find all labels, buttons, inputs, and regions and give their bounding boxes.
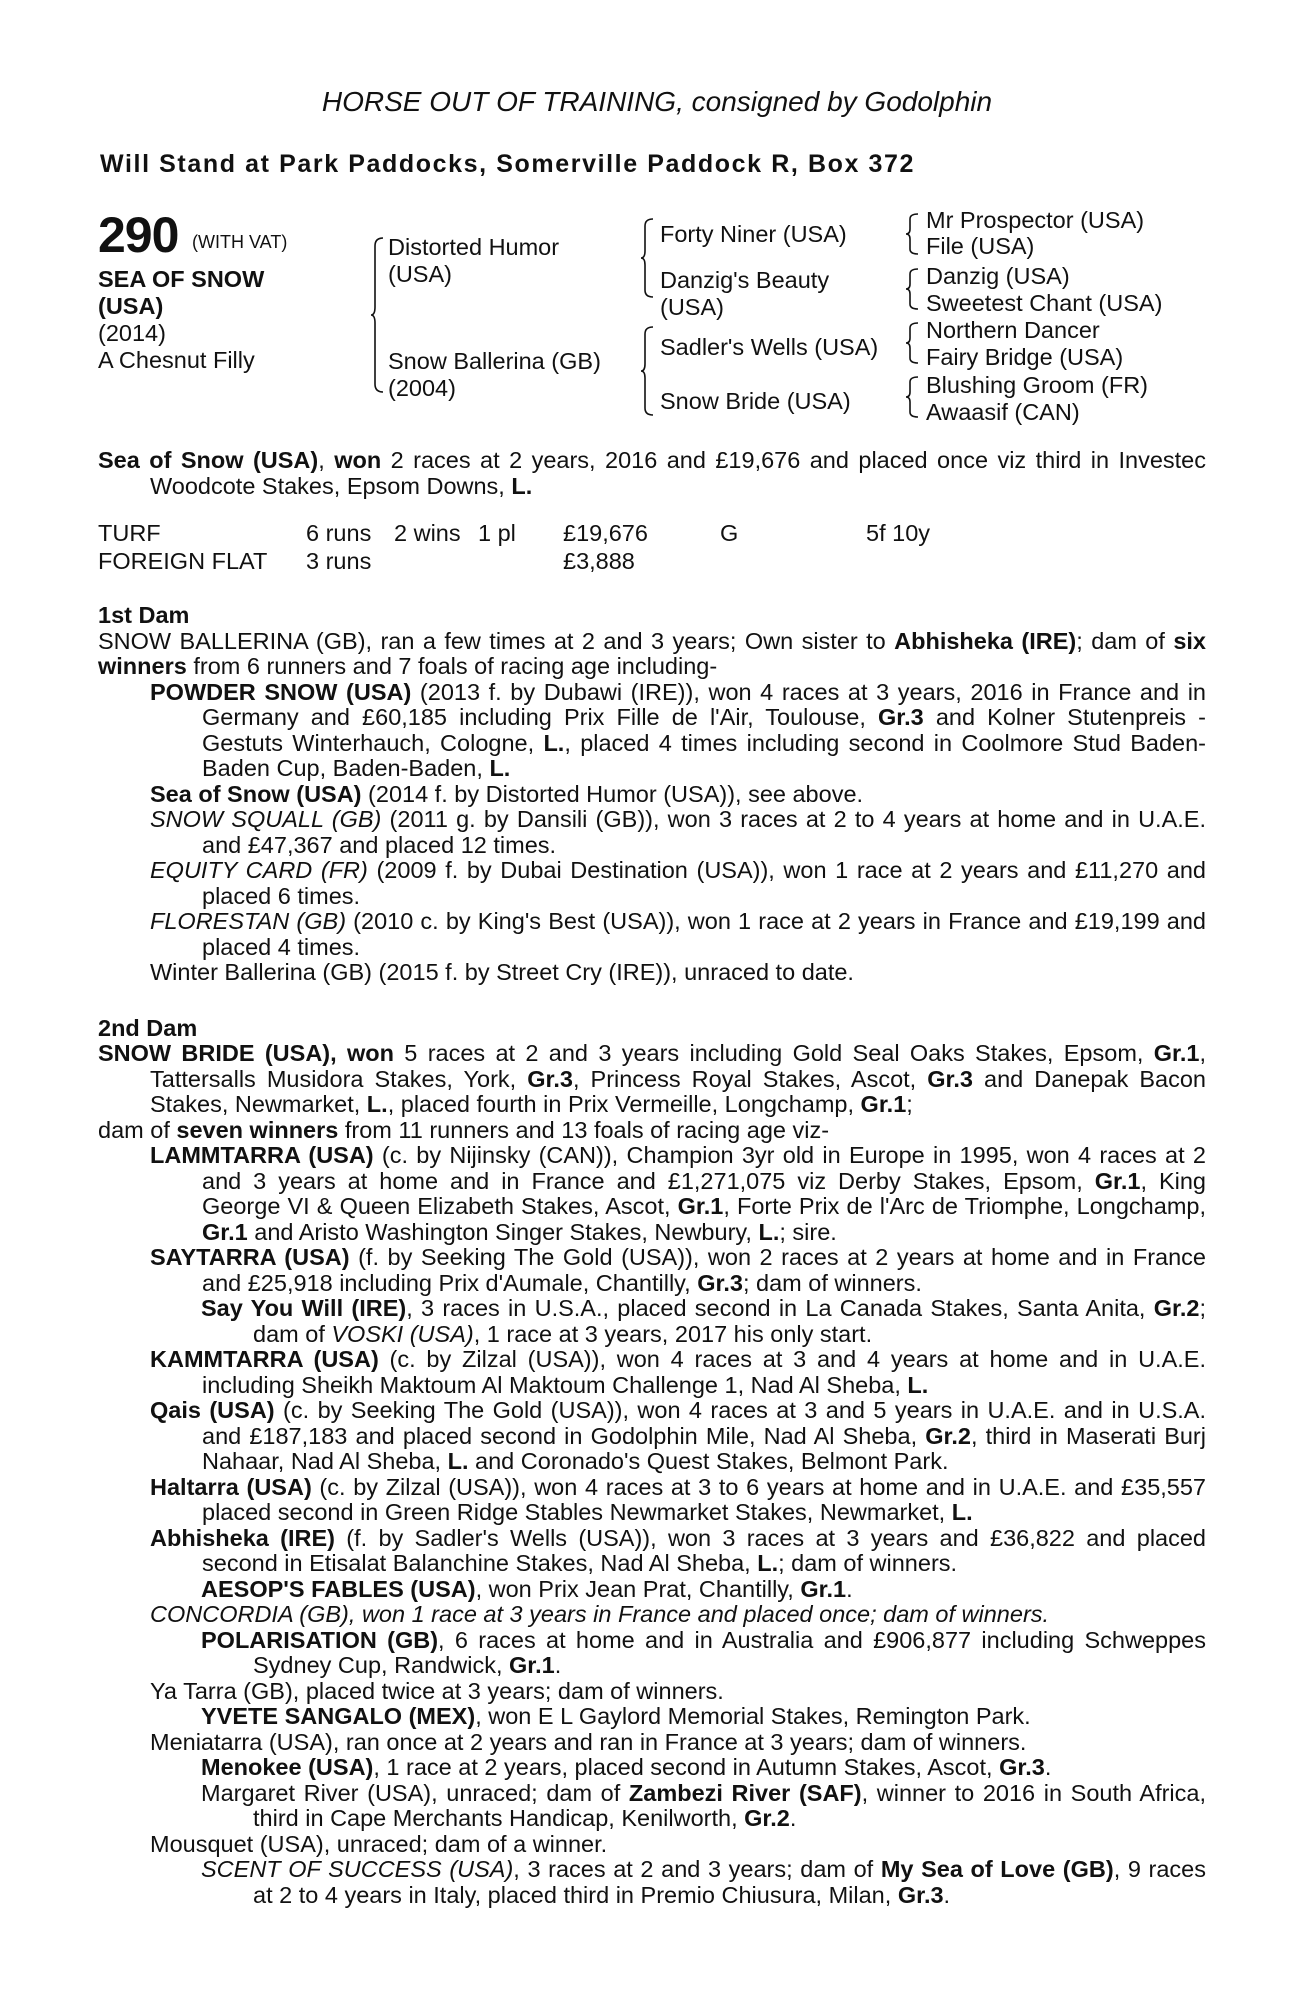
produce-name: Haltarra (USA) [150,1473,312,1500]
consignment-title: HORSE OUT OF TRAINING, consigned by Godolphin [321,86,993,117]
produce-name: POWDER SNOW (USA) [150,678,412,705]
grade-marker: L. [543,729,565,756]
pedigree-g7: Blushing Groom (FR) [926,372,1148,398]
grade-marker: L. [907,1371,929,1398]
produce-offspring: VOSKI (USA) [331,1320,474,1347]
pedigree-g4: Sweetest Chant (USA) [926,290,1163,316]
produce-concordia [98,1602,1206,1628]
produce-name: SNOW SQUALL (GB) [150,806,382,832]
produce-name: POLARISATION (GB) [201,1626,439,1653]
grade-marker: Gr.1 [1094,1167,1141,1194]
produce-mousquet: Mousquet (USA), unraced; dam of a winner. [150,1830,608,1857]
vat-note: (WITH VAT) [192,232,288,252]
grade-marker: Gr.2 [744,1805,790,1831]
second-dam-name: SNOW BRIDE (USA) [98,1040,331,1066]
lot-number: 290 [98,207,179,263]
produce-scent-of-success [98,1857,1206,1908]
pedigree-sire-country: (USA) [388,261,452,287]
produce-name: Menokee (USA) [201,1754,374,1780]
pedigree-sire-dam: Danzig's Beauty [660,267,830,293]
horse-name-country: (USA) [98,293,164,319]
grade-marker: Gr.3 [527,1065,573,1092]
pedigree-brace-g1 [905,213,919,255]
second-dam-text: , Tattersalls Musidora Stakes, York, [150,1040,1207,1092]
pedigree-sire: Distorted Humor [388,234,560,260]
first-dam-heading: 1st Dam [98,602,190,628]
produce-text: (c. by Nijinsky (CAN)), Champion 3yr old in Europe in 1995, won 4 races at 2 and 3 years at home and in France and £1,271,075 viz Derby Stakes, Epsom, [202,1142,1206,1194]
produce-text: ; dam of winners. [742,1269,922,1296]
grade-marker: L. [447,1448,469,1474]
produce-name: Sea of Snow (USA) [150,780,362,807]
grade-marker: Gr.1 [677,1193,724,1219]
race-record-row-turf [98,521,1206,549]
produce-name: CONCORDIA (GB) [150,1601,349,1627]
record-category: FOREIGN FLAT [98,548,268,574]
second-dam-heading: 2nd Dam [98,1014,198,1041]
second-dam-text: 5 races at 2 and 3 years including Gold Seal Oaks Stakes, Epsom, [393,1040,1154,1066]
record-going: G [720,520,739,546]
pedigree-brace-g4 [905,376,919,418]
record-distance: 5f 10y [866,520,931,546]
horse-description: A Chesnut Filly [98,347,255,373]
horse-name: SEA OF SNOW [98,266,265,292]
produce-name: EQUITY CARD (FR) [150,857,368,883]
produce-text: (2013 f. by Dubawi (IRE)), won 4 races at 3 years, 2016 in France and in Germany and £60,185 including Prix Fille de l'Air, Toulouse, [202,678,1206,730]
grade-marker: L. [757,1550,779,1576]
produce-florestan [98,909,1206,960]
produce-text: . [846,1575,853,1602]
produce-text: , won 1 race at 3 years in France and placed once; dam of winners. [348,1601,1050,1627]
produce-text: , placed 4 times including second in Coolmore Stud Baden-Baden Cup, Baden-Baden, [202,729,1206,781]
record-placed: 1 pl [478,520,516,546]
second-dam-won: , won [330,1040,394,1066]
second-dam-text: , Princess Royal Stakes, Ascot, [572,1065,928,1092]
produce-text: ; dam of [253,1295,1206,1347]
produce-winter-ballerina: Winter Ballerina (GB) (2015 f. by Street Cry (IRE)), unraced to date. [150,959,854,985]
pedigree-g8: Awaasif (CAN) [926,399,1080,425]
produce-text: ; dam of winners. [778,1550,958,1576]
produce-equity-card [98,858,1206,909]
produce-text: and Kolner Stutenpreis - Gestuts Winterhauch, Cologne, [202,704,1206,756]
first-dam-intro-text: SNOW BALLERINA (GB), ran a few times at 2 and 3 years; Own sister to [98,627,895,654]
produce-margaret-river [98,1781,1206,1832]
produce-say-you-will [98,1296,1206,1347]
produce-text: , King George VI & Queen Elizabeth Stakes, Ascot, [202,1167,1206,1219]
produce-aesops-fables [98,1577,1206,1603]
pedigree-dam-sire: Sadler's Wells (USA) [660,334,879,360]
grade-marker: L. [758,1218,780,1245]
produce-text: , 1 race at 2 years, placed second in Autumn Stakes, Ascot, [373,1754,1000,1780]
pedigree-brace-sire [640,218,654,298]
first-dam-dam-of: dam of [1091,627,1174,654]
produce-saytarra [98,1245,1206,1296]
pedigree-g2: File (USA) [926,233,1035,259]
produce-haltarra [98,1475,1206,1526]
second-dam-intro [98,1041,1206,1118]
produce-name: Qais (USA) [150,1397,275,1423]
record-runs: 3 runs [306,548,372,574]
produce-qais [98,1398,1206,1475]
produce-name: Say You Will (IRE) [201,1295,407,1321]
produce-menokee [98,1755,1206,1781]
produce-text: , 3 races at 2 and 3 years; dam of [513,1856,881,1882]
grade-marker: Gr.1 [800,1575,847,1602]
produce-text: , winner to 2016 in South Africa, third in Cape Merchants Handicap, Kenilworth, [253,1779,1206,1831]
produce-name: SCENT OF SUCCESS (USA) [201,1856,514,1882]
produce-text: (2010 c. by King's Best (USA)), won 1 race at 2 years in France and £19,199 and placed 4 times. [202,908,1206,960]
produce-name: FLORESTAN (GB) [150,908,347,934]
produce-name: SAYTARRA (USA) [150,1244,350,1270]
race-record-row-foreign [98,549,1206,577]
pedigree-g1: Mr Prospector (USA) [926,207,1145,233]
produce-kammtarra [98,1347,1206,1398]
produce-abhisheka [98,1526,1206,1577]
grade-marker: Gr.3 [897,1881,944,1908]
pedigree-brace-g2 [905,268,919,310]
produce-powder-snow [98,680,1206,782]
produce-text: ; sire. [779,1218,837,1245]
dam-of-winners: seven winners [176,1116,339,1143]
produce-text: . [554,1652,562,1678]
pedigree-dam: Snow Ballerina (GB) [388,348,601,374]
pedigree-dam-dam: Snow Bride (USA) [660,388,851,414]
summary-grade: L. [511,472,533,499]
produce-text: , Forte Prix de l'Arc de Triomphe, Longchamp, [723,1193,1206,1219]
grade-marker: Gr.2 [1153,1295,1200,1321]
stand-location: Will Stand at Park Paddocks, Somerville Paddock R, Box 372 [100,150,916,178]
grade-marker: L. [951,1499,973,1525]
produce-offspring: Zambezi River (SAF) [628,1779,862,1806]
first-dam-intro-punct: ; [1076,627,1083,654]
first-dam-sister: Abhisheka (IRE) [894,627,1077,654]
produce-text: . [943,1881,951,1908]
pedigree-dam-year: (2004) [388,375,456,401]
grade-marker: L. [489,755,511,781]
grade-marker: L. [366,1091,388,1117]
produce-name: YVETE SANGALO (MEX) [201,1703,476,1729]
produce-text: (c. by Zilzal (USA)), won 4 races at 3 and 4 years at home and in U.A.E. including Sheikh Maktoum Al Maktoum Challenge 1, Nad Al Sheba, [202,1346,1206,1398]
summary-text: 2 races at 2 years, 2016 and £19,676 and placed once viz third in Investec Woodcote Stakes, Epsom Downs, [150,447,1206,499]
first-dam-winners: six winners [98,627,1206,679]
record-runs: 6 runs [306,520,372,546]
produce-snow-squall [98,807,1206,858]
pedigree-brace-g3 [905,322,919,364]
produce-text: (2009 f. by Dubai Destination (USA)), won 1 race at 2 years and £11,270 and placed 6 times. [202,857,1206,909]
produce-text: (c. by Zilzal (USA)), won 4 races at 3 to 6 years at home and in U.A.E. and £35,557 placed second in Green Ridge Stables Newmarket Stakes, Newmarket, [202,1473,1206,1525]
produce-text: and Coronado's Quest Stakes, Belmont Park. [468,1448,949,1474]
grade-marker: Gr.3 [697,1269,743,1296]
produce-text: (f. by Sadler's Wells (USA)), won 3 races at 3 years and £36,822 and placed second in Etisalat Balanchine Stakes, Nad Al Sheba, [202,1524,1206,1576]
produce-name: AESOP'S FABLES (USA) [201,1575,476,1602]
produce-text: , 9 races at 2 to 4 years in Italy, placed third in Premio Chiusura, Milan, [253,1856,1206,1908]
grade-marker: Gr.1 [860,1091,907,1117]
produce-name: KAMMTARRA (USA) [150,1346,379,1372]
summary-horse-name: Sea of Snow (USA) [98,447,319,473]
produce-text: (2011 g. by Dansili (GB)), won 3 races at 2 to 4 years at home and in U.A.E. and £47,367 and placed 12 times. [202,806,1206,858]
produce-text: (f. by Seeking The Gold (USA)), won 2 races at 2 years at home and in France and £25,918 including Prix d'Aumale, Chantilly, [202,1244,1206,1296]
produce-text: Margaret River (USA), unraced; dam of [201,1779,629,1806]
record-earnings: £19,676 [563,520,648,546]
produce-text: and Aristo Washington Singer Stakes, Newbury, [247,1218,759,1245]
second-dam-dam-of [98,1118,1206,1144]
produce-text: , 6 races at home and in Australia and £906,877 including Schweppes Sydney Cup, Randwick, [253,1626,1206,1678]
grade-marker: Gr.3 [878,704,924,730]
dam-of-text: from 11 runners and 13 foals of racing age viz- [338,1116,830,1143]
produce-text: , 1 race at 3 years, 2017 his only start. [473,1320,873,1347]
record-category: TURF [98,520,161,546]
second-dam-text: and Danepak Bacon Stakes, Newmarket, [150,1065,1206,1117]
produce-sea-of-snow [98,782,1206,808]
grade-marker: Gr.1 [1153,1040,1200,1066]
second-dam-text: ; [906,1091,913,1117]
pedigree-brace-main [370,237,384,393]
produce-text: , 3 races in U.S.A., placed second in La Canada Stakes, Santa Anita, [406,1295,1154,1321]
dam-of-text: dam of [98,1116,177,1143]
grade-marker: Gr.3 [927,1065,973,1092]
produce-name: Abhisheka (IRE) [150,1524,335,1551]
produce-text: , won E L Gaylord Memorial Stakes, Remington Park. [475,1703,1031,1729]
record-earnings: £3,888 [563,548,635,574]
race-record-table [98,521,1206,577]
summary-won: won [334,447,382,473]
produce-yvete-sangalo [98,1704,1206,1730]
grade-marker: Gr.1 [509,1652,555,1678]
produce-text: , won Prix Jean Prat, Chantilly, [475,1575,801,1602]
produce-text: (2014 f. by Distorted Humor (USA)), see above. [361,780,864,807]
grade-marker: Gr.2 [925,1422,971,1449]
pedigree-g5: Northern Dancer [926,317,1100,343]
produce-lammtarra [98,1143,1206,1245]
pedigree-g6: Fairy Bridge (USA) [926,344,1124,370]
record-wins: 2 wins [394,520,461,546]
second-dam-text: , placed fourth in Prix Vermeille, Longchamp, [387,1091,861,1117]
produce-text: (c. by Seeking The Gold (USA)), won 4 races at 3 and 5 years in U.A.E. and in U.S.A. and £187,183 and placed second in Godolphin Mile, Nad Al Sheba, [202,1397,1207,1449]
grade-marker: Gr.3 [999,1754,1045,1780]
horse-year: (2014) [98,320,166,346]
produce-polarisation [98,1628,1206,1679]
first-dam-runners: from 6 runners and 7 foals of racing age including- [186,653,718,679]
pedigree-g3: Danzig (USA) [926,263,1070,289]
produce-text: , third in Maserati Burj Nahaar, Nad Al Sheba, [202,1422,1206,1474]
produce-offspring: My Sea of Love (GB) [880,1856,1114,1882]
grade-marker: Gr.1 [202,1218,248,1245]
produce-meniatarra: Meniatarra (USA), ran once at 2 years and ran in France at 3 years; dam of winners. [150,1728,1027,1755]
pedigree-sire-sire: Forty Niner (USA) [660,221,847,247]
first-dam-intro [98,629,1206,680]
summary-paragraph: Sea of Snow (USA), won 2 races at 2 years, 2016 and £19,676 and placed once viz third in Investec Woodcote Stakes, Epsom Downs, L. [98,447,1206,499]
produce-name: LAMMTARRA (USA) [150,1142,374,1168]
catalogue-body [98,448,1206,1908]
produce-text: . [789,1805,797,1831]
produce-ya-tarra: Ya Tarra (GB), placed twice at 3 years; dam of winners. [150,1677,724,1704]
pedigree-brace-dam [640,326,654,416]
produce-text: . [1044,1754,1052,1780]
pedigree-sire-dam-country: (USA) [660,294,724,320]
